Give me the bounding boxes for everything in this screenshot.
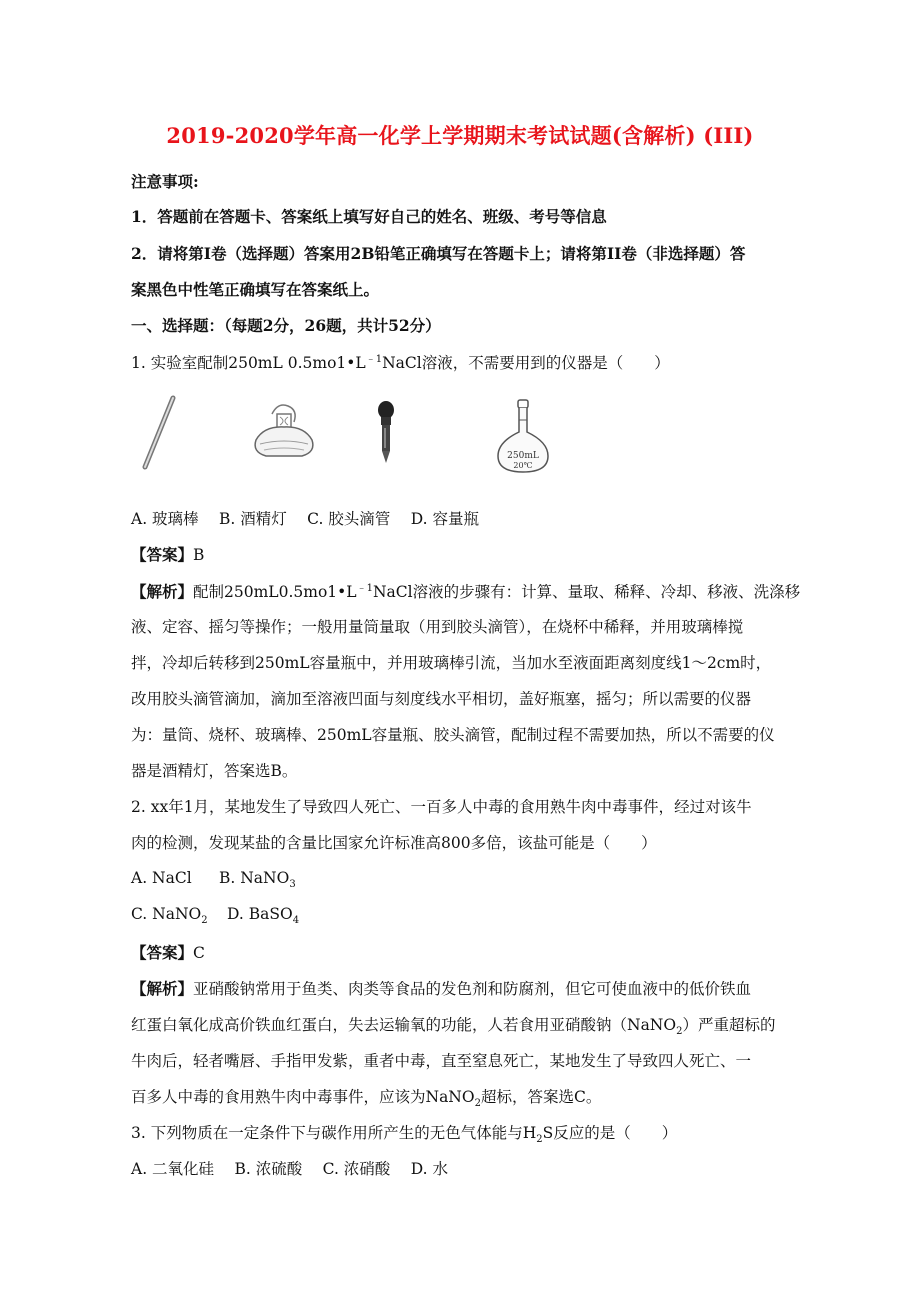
q1-analysis-line-6: 器是酒精灯，答案选B。 — [131, 762, 298, 780]
q2-option-d: D. BaSO$_4$ — [227, 905, 300, 927]
q2-option-c: C. NaNO$_2$ — [131, 905, 208, 927]
notice-item-2-line-2: 案黑色中性笔正确填写在答案纸上。 — [131, 280, 380, 299]
section-heading: 一、选择题：（每题2分，26题，共计52分） — [131, 316, 441, 335]
q1-analysis-line-5: 为：量筒、烧杯、玻璃棒、250mL容量瓶、胶头滴管，配制过程不需要加热，所以不需要的仪 — [131, 726, 775, 744]
q3-options: A. 二氧化硅 B. 浓硫酸 C. 浓硝酸 D. 水 — [131, 1160, 448, 1178]
q1-analysis-line-4: 改用胶头滴管滴加，滴加至溶液凹面与刻度线水平相切，盖好瓶塞，摇匀；所以需要的仪器 — [131, 690, 752, 708]
notice-item-2-line-1: 2．请将第I卷（选择题）答案用2B铅笔正确填写在答题卡上；请将第II卷（非选择题）答 — [131, 244, 746, 263]
q1-options: A. 玻璃棒 B. 酒精灯 C. 胶头滴管 D. 容量瓶 — [131, 510, 479, 528]
q2-stem-line-2: 肉的检测，发现某盐的含量比国家允许标准高800多倍，该盐可能是（ ） — [131, 834, 657, 852]
q2-analysis-line-4: 百多人中毒的食用熟牛肉中毒事件，应该为NaNO$_2$超标，答案选C。 — [131, 1088, 602, 1110]
flask-label-temperature: 20℃ — [513, 461, 533, 470]
q1-analysis-line-3: 拌，冷却后转移到250mL容量瓶中，并用玻璃棒引流，当加水至液面距离刻度线1～2cm时， — [131, 654, 772, 672]
q2-analysis-line-2: 红蛋白氧化成高价铁血红蛋白，失去运输氧的功能，人若食用亚硝酸钠（NaNO$_2$）严重超标的 — [131, 1016, 776, 1038]
q3-stem: 3. 下列物质在一定条件下与碳作用所产生的无色气体能与$H_2S$反应的是（ ） — [131, 1124, 678, 1146]
q2-answer: 【答案】C — [131, 943, 205, 962]
q2-stem-line-1: 2. xx年1月，某地发生了导致四人死亡、一百多人中毒的食用熟牛肉中毒事件，经过对该牛 — [131, 798, 752, 816]
dropper-figure — [370, 400, 406, 466]
q2-options-row-2 — [131, 905, 299, 926]
q2-option-b: B. NaNO$_3$ — [219, 869, 296, 891]
q1-analysis-line-1: 【解析】配制$250mL0.5mo1•L^{﹣1}NaCl$溶液的步骤有：计算、量取、稀释、冷却、移液、洗涤移 — [131, 582, 801, 602]
volumetric-flask-figure — [490, 398, 558, 476]
notice-item-1: 1．答题前在答题卡、答案纸上填写好自己的姓名、班级、考号等信息 — [131, 207, 607, 226]
q2-analysis-line-1: 【解析】亚硝酸钠常用于鱼类、肉类等食品的发色剂和防腐剂，但它可使血液中的低价铁血 — [131, 979, 752, 998]
flask-label-volume: 250mL — [507, 451, 539, 461]
q2-options-row-1 — [131, 869, 296, 890]
q1-answer: 【答案】B — [131, 545, 205, 564]
q2-analysis-line-3: 牛肉后，轻者嘴唇、手指甲发紫，重者中毒，直至窒息死亡，某地发生了导致四人死亡、一 — [131, 1052, 752, 1070]
notice-heading: 注意事项: — [131, 172, 199, 191]
q2-option-a: A. NaCl — [131, 869, 192, 887]
alcohol-lamp-figure — [244, 400, 326, 464]
q1-stem: 1. 实验室配制250mL $0.5mo1•L^{﹣1}NaCl$溶液，不需要用到的仪器是（ ） — [131, 354, 670, 373]
page-title: 2019-2020学年高一化学上学期期末考试试题(含解析) (III) — [166, 123, 754, 148]
glass-rod-figure — [135, 395, 185, 473]
q1-analysis-line-2: 液、定容、摇匀等操作；一般用量筒量取（用到胶头滴管），在烧杯中稀释，并用玻璃棒搅 — [131, 618, 744, 636]
